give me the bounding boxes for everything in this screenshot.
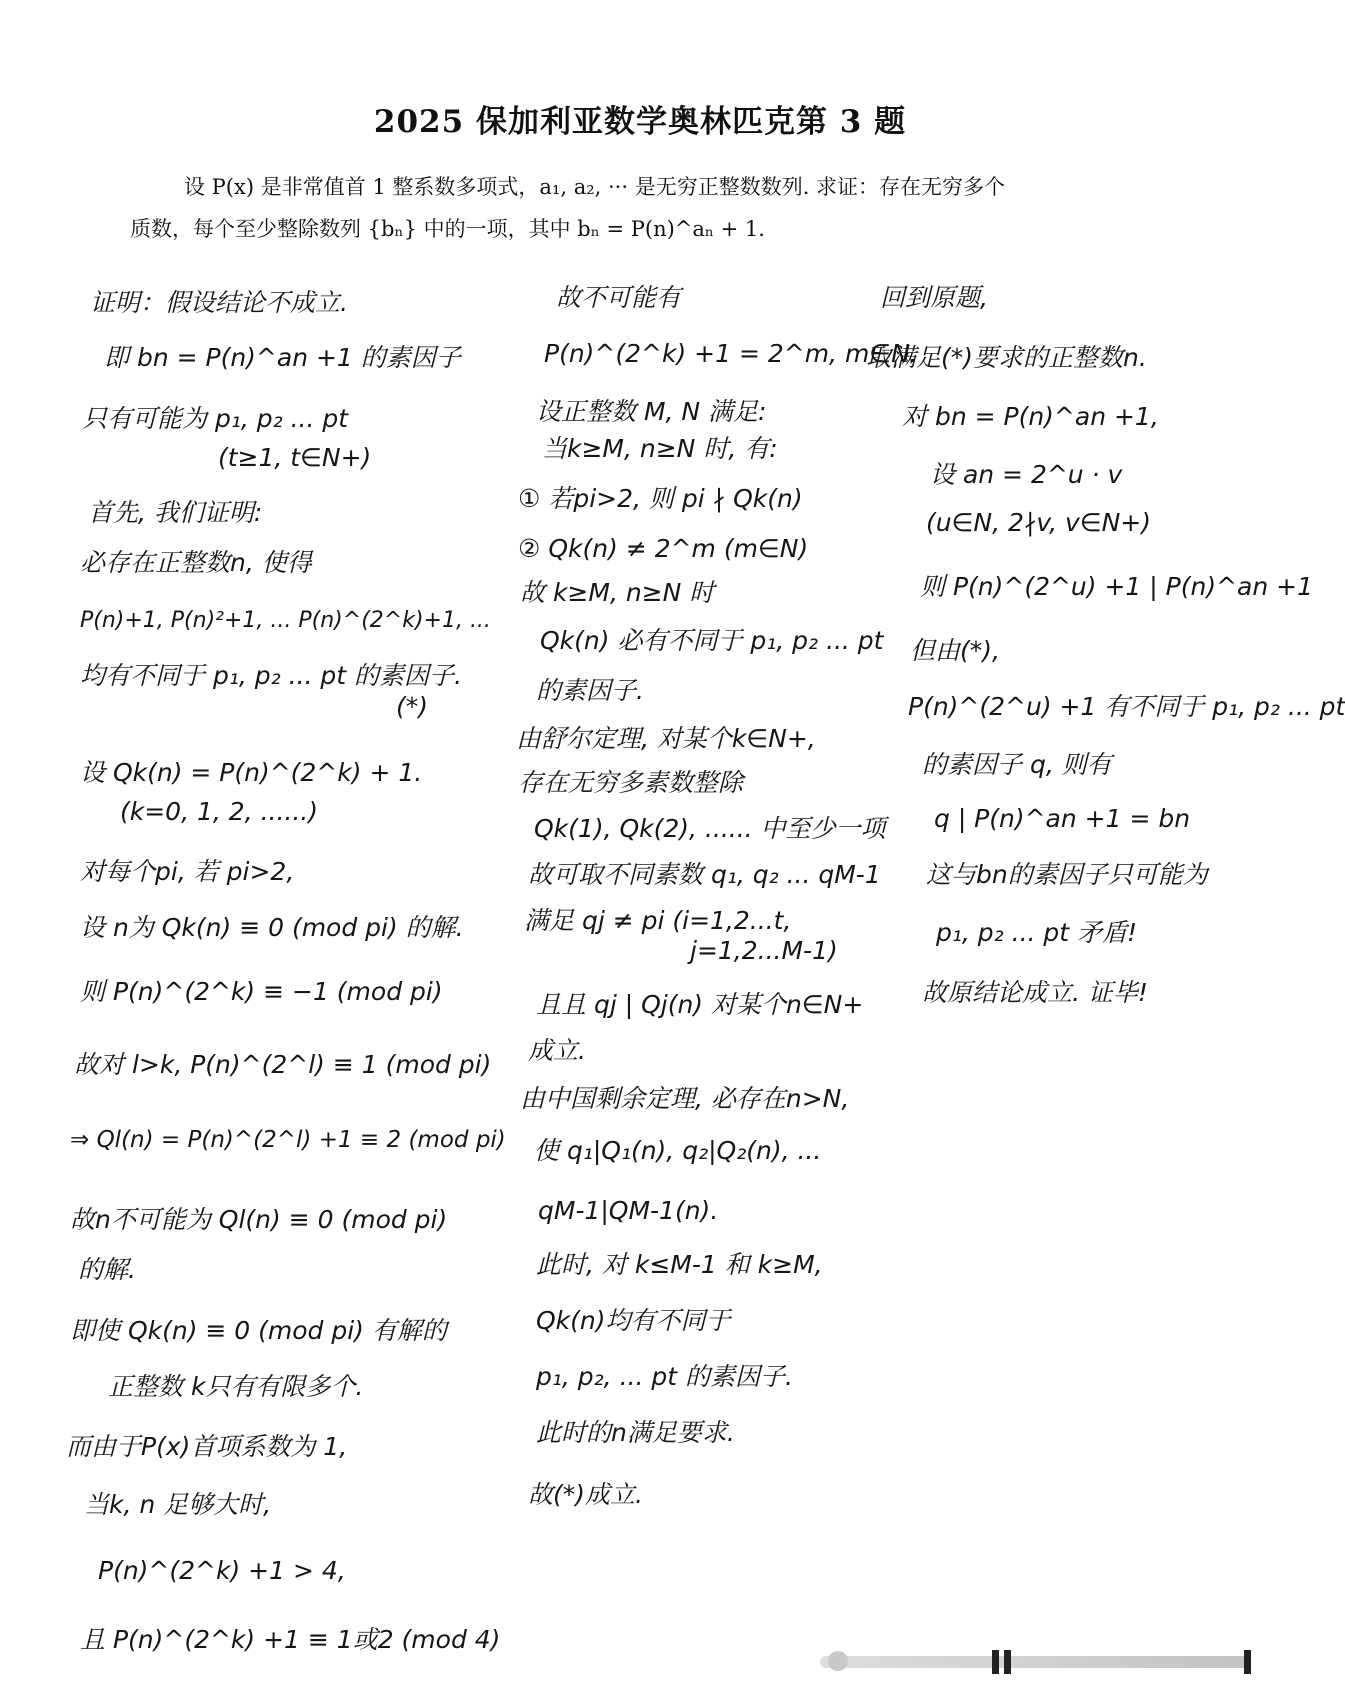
handwritten-line: 必存在正整数n, 使得 [80, 548, 312, 577]
handwritten-line: 设 an = 2^u · v [930, 460, 1123, 489]
handwritten-line: 对 bn = P(n)^an +1, [902, 402, 1159, 431]
handwritten-line: 正整数 k只有有限多个. [108, 1372, 364, 1401]
scroll-track [820, 1656, 1250, 1668]
problem-line-1: 设 P(x) 是非常值首 1 整系数多项式，a₁, a₂, ··· 是无穷正整数数列. 求证：存在无穷多个 [184, 175, 1006, 199]
handwritten-line: 故不可能有 [556, 283, 682, 312]
handwritten-line: 当k≥M, n≥N 时, 有: [542, 434, 778, 463]
handwritten-line: 存在无穷多素数整除 [518, 768, 744, 797]
handwritten-line: (k=0, 1, 2, ......) [120, 797, 319, 826]
handwritten-line: (*) [396, 692, 429, 721]
pause-bar-icon [1004, 1650, 1011, 1674]
handwritten-line: P(n)^(2^u) +1 有不同于 p₁, p₂ ... pt [908, 692, 1345, 721]
handwritten-line: 设正整数 M, N 满足: [536, 397, 767, 426]
handwritten-line: Qk(n) 必有不同于 p₁, p₂ ... pt [540, 626, 884, 655]
handwritten-line: 的素因子 q, 则有 [922, 750, 1112, 779]
handwritten-line: 故(*)成立. [528, 1480, 643, 1509]
handwritten-line: 均有不同于 p₁, p₂ ... pt 的素因子. [80, 661, 462, 690]
handwritten-line: (t≥1, t∈N+) [218, 443, 372, 472]
handwritten-line: 此时, 对 k≤M-1 和 k≥M, [536, 1250, 823, 1279]
handwritten-line: 即使 Qk(n) ≡ 0 (mod pi) 有解的 [70, 1316, 447, 1345]
handwritten-line: 只有可能为 p₁, p₂ ... pt [82, 404, 349, 433]
handwritten-line: 则 P(n)^(2^k) ≡ −1 (mod pi) [80, 977, 443, 1006]
handwritten-line: 证明：假设结论不成立. [90, 288, 348, 317]
handwritten-line: q | P(n)^an +1 = bn [934, 804, 1191, 833]
page-title: 2025 保加利亚数学奥林匹克第 3 题 [373, 104, 907, 140]
end-bar-icon [1244, 1650, 1251, 1674]
handwritten-line: 即 bn = P(n)^an +1 的素因子 [104, 343, 461, 372]
handwritten-line: 对每个pi, 若 pi>2, [80, 857, 295, 886]
handwritten-line: P(n)^(2^k) +1 > 4, [98, 1556, 346, 1585]
handwritten-line: P(n)^(2^k) +1 = 2^m, m∈N. [544, 339, 918, 368]
handwritten-line: 则 P(n)^(2^u) +1 | P(n)^an +1 [920, 572, 1313, 601]
problem-line-2: 质数，每个至少整除数列 {bₙ} 中的一项，其中 bₙ = P(n)^aₙ + 1. [130, 217, 765, 241]
handwritten-line: P(n)+1, P(n)²+1, ... P(n)^(2^k)+1, ... [80, 608, 491, 633]
handwritten-line: 满足 qj ≠ pi (i=1,2...t, [524, 906, 792, 935]
handwritten-line: 当k, n 足够大时, [84, 1490, 272, 1519]
handwritten-line: ⇒ Ql(n) = P(n)^(2^l) +1 ≡ 2 (mod pi) [70, 1127, 506, 1153]
handwritten-line: 成立. [528, 1036, 586, 1065]
handwritten-line: 设 n为 Qk(n) ≡ 0 (mod pi) 的解. [80, 913, 464, 942]
handwritten-line: Qk(n)均有不同于 [536, 1306, 731, 1335]
handwritten-line: 使 q₁|Q₁(n), q₂|Q₂(n), ... [534, 1136, 822, 1165]
handwritten-line: (u∈N, 2∤v, v∈N+) [926, 508, 1151, 537]
handwritten-line: 的素因子. [536, 676, 644, 705]
handwritten-line: p₁, p₂, ... pt 的素因子. [536, 1362, 793, 1391]
handwritten-line: 首先, 我们证明: [88, 498, 263, 527]
handwritten-line: ① 若pi>2, 则 pi ∤ Qk(n) [518, 484, 803, 513]
handwritten-line: 取满足(*)要求的正整数n. [866, 343, 1147, 372]
handwritten-line: Qk(1), Qk(2), ...... 中至少一项 [534, 814, 886, 843]
handwritten-line: 这与bn的素因子只可能为 [926, 860, 1208, 889]
handwritten-line: j=1,2...M-1) [690, 936, 838, 965]
pause-bar-icon [992, 1650, 999, 1674]
handwritten-line: qM-1|QM-1(n). [538, 1196, 719, 1225]
handwritten-line: 故可取不同素数 q₁, q₂ ... qM-1 [528, 860, 881, 889]
handwritten-line: 故 k≥M, n≥N 时 [520, 578, 715, 607]
handwritten-line: 由中国剩余定理, 必存在n>N, [520, 1084, 850, 1113]
handwritten-line: 由舒尔定理, 对某个k∈N+, [516, 724, 816, 753]
handwritten-line: 且且 qj | Qj(n) 对某个n∈N+ [536, 990, 864, 1019]
handwritten-line: 且 P(n)^(2^k) +1 ≡ 1或2 (mod 4) [80, 1625, 501, 1654]
handwritten-line: 但由(*), [910, 636, 1000, 665]
handwritten-line: 设 Qk(n) = P(n)^(2^k) + 1. [80, 758, 423, 787]
handwritten-line: 回到原题, [880, 283, 988, 312]
scroll-thumb [828, 1651, 848, 1671]
handwritten-line: 故对 l>k, P(n)^(2^l) ≡ 1 (mod pi) [74, 1050, 492, 1079]
page-scroll-indicator [820, 1648, 1250, 1674]
handwritten-line: 故原结论成立. 证毕! [922, 978, 1148, 1007]
handwritten-line: 而由于P(x)首项系数为 1, [66, 1432, 348, 1461]
handwritten-line: 故n不可能为 Ql(n) ≡ 0 (mod pi) [70, 1205, 448, 1234]
handwritten-line: ② Qk(n) ≠ 2^m (m∈N) [518, 534, 809, 563]
handwritten-line: 的解. [78, 1255, 136, 1284]
handwritten-line: p₁, p₂ ... pt 矛盾! [936, 918, 1138, 947]
handwritten-line: 此时的n满足要求. [536, 1418, 735, 1447]
problem-statement [130, 166, 1170, 250]
